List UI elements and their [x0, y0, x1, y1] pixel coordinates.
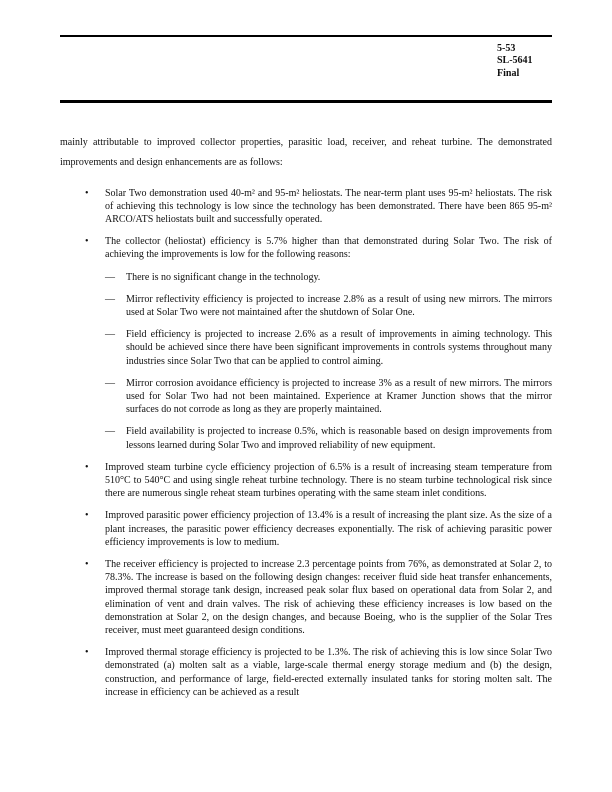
sub-item-text: Field availability is projected to increase 0.5%, which is reasonable based on design improvements from lessons learned during Solar Two and improved reliability of new equipment. — [126, 426, 552, 451]
sub-item-text: Field efficiency is projected to increase 2.6% as a result of improvements in aiming technology. This should be achieved since there have been significant improvements in controls systems throughout many industries since Solar Two that can be applied to control aiming. — [126, 329, 552, 367]
document-status: Final — [497, 67, 520, 79]
bullet-marker: • — [85, 558, 89, 570]
sub-list-item — [105, 425, 552, 451]
list-item-text: Improved steam turbine cycle efficiency projection of 6.5% is a result of increasing steam temperature from 510°C to 540°C and using single reheat turbine technology. There is no steam turbine technological risk since there are numerous single reheat steam turbines operating with the same steam inlet conditions. — [105, 461, 552, 500]
sub-item-text: There is no significant change in the technology. — [126, 271, 321, 283]
dash-marker: — — [105, 377, 115, 389]
list-item — [85, 558, 552, 637]
list-item — [85, 461, 552, 501]
intro-paragraph: mainly attributable to improved collector properties, parasitic load, receiver, and reheat turbine. The demonstrated improvements and design enhancements are as follows: — [60, 136, 552, 168]
sub-item-text: Mirror corrosion avoidance efficiency is projected to increase 3% as a result of new mirrors. The mirrors used for Solar Two had not been maintained. Experience at Kramer Junction shows that the mirror surfaces do not corrode as long as they are properly maintained. — [126, 377, 552, 416]
bullet-marker: • — [85, 510, 89, 522]
list-item-text: Improved thermal storage efficiency is projected to be 1.3%. The risk of achieving this is low since Solar Two demonstrated (a) molten salt as a viable, large-scale thermal energy storage medium and (b) the design, construction, and performance of large, field-erected externally insulated tanks for storing molten salt. The increase in efficiency can be achieved as a result — [105, 647, 552, 698]
header-rule — [60, 100, 552, 103]
page-number: 5-53 — [497, 42, 516, 54]
sub-list-item — [105, 271, 552, 284]
bullet-marker: • — [85, 236, 89, 248]
dash-marker: — — [105, 426, 115, 438]
list-item-text: The collector (heliostat) efficiency is 5.7% higher than that demonstrated during Solar Two. The risk of achieving the improvements is low for the following reasons: — [105, 236, 552, 261]
bullet-marker: • — [85, 461, 89, 473]
document-body — [60, 133, 552, 700]
bullet-list — [85, 187, 552, 700]
document-number: SL-5641 — [497, 55, 533, 66]
top-rule — [60, 35, 552, 37]
list-item-text: The receiver efficiency is projected to increase 2.3 percentage points from 76%, as demonstrated at Solar 2, to 78.3%. The increase is based on the following design changes: receiver fluid side heat transfer enhancements, improved thermal storage tank design, increased peak solar flux based on operational data from Solar 2, and elimination of vent and drain valves. The risk of achieving these efficiency increases is low based on the demonstration at Solar 2, on the design changes, and because Boeing, who is the supplier of the Solar Tres receiver, must meet guaranteed design conditions. — [105, 558, 552, 636]
list-item — [85, 235, 552, 452]
list-item-text: Improved parasitic power efficiency projection of 13.4% is a result of increasing the plant size. As the size of a plant increases, the parasitic power efficiency decreases exponentially. The risk of achieving parasitic power efficiency improvements is low to medium. — [105, 510, 552, 548]
sub-item-text: Mirror reflectivity efficiency is projected to increase 2.8% as a result of using new mirrors. The mirrors used at Solar Two were not maintained after the shutdown of Solar One. — [126, 293, 552, 318]
sub-list-item — [105, 377, 552, 417]
sub-list-item — [105, 293, 552, 319]
sub-list-item — [105, 328, 552, 368]
list-item — [85, 187, 552, 227]
bullet-marker: • — [85, 187, 89, 199]
page-header — [497, 43, 552, 81]
list-item — [85, 646, 552, 699]
dash-marker: — — [105, 293, 115, 305]
list-item — [85, 509, 552, 549]
list-item-text: Solar Two demonstration used 40-m² and 95-m² heliostats. The near-term plant uses 95-m² heliostats. The risk of achieving this technology is low since the technology has been demonstrated. There have been 865 95-m² ARCO/ATS heliostats built and successfully operated. — [105, 187, 552, 225]
dash-marker: — — [105, 271, 115, 283]
bullet-marker: • — [85, 647, 89, 659]
dash-marker: — — [105, 329, 115, 341]
